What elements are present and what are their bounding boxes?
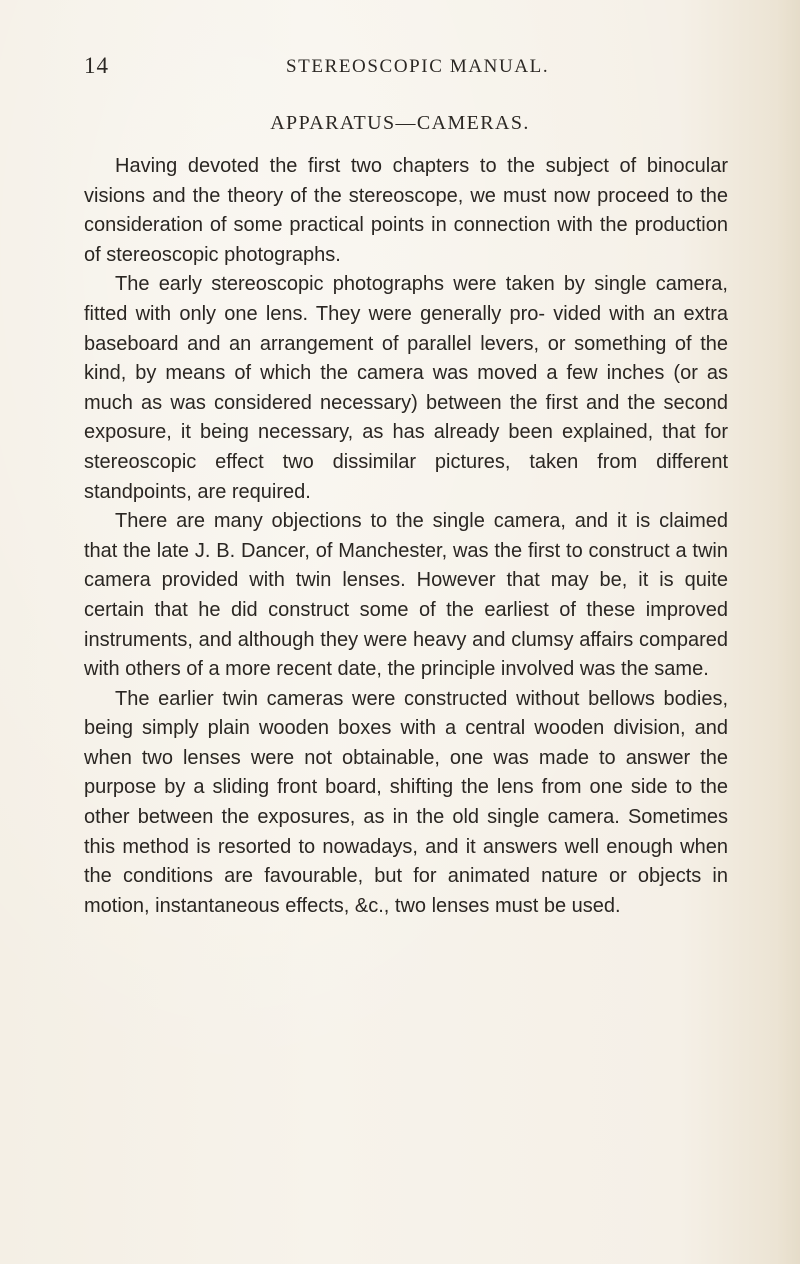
page-number: 14	[84, 53, 109, 78]
body-text	[84, 152, 728, 921]
paragraph: There are many objections to the single camera, and it is claimed that the late J. B. Dancer, of Manchester, was the first to construct a twin camera provided with twin lenses. However that may be, it is quite certain that he did construct some of the earliest of these improved instruments, and although they were heavy and clumsy affairs compared with others of a more recent date, the principle involved was the same.	[84, 510, 728, 681]
paragraph: The earlier twin cameras were constructed without bellows bodies, being simply plain wooden boxes with a central wooden division, and when two lenses were not obtainable, one was made to answer the purpose by a sliding front board, shifting the lens from one side to the other between the exposures, as in the old single camera. Sometimes this method is resorted to nowadays, and it answers well enough when the conditions are favourable, but for animated nature or objects in motion, instantaneous effects, &c., two lenses must be used.	[84, 687, 728, 917]
paragraph: Having devoted the first two chapters to the subject of binocular visions and the theory of the stereoscope, we must now proceed to the consideration of some practical points in connection with the production of stereoscopic photographs.	[84, 155, 728, 266]
paragraph: The early stereoscopic photographs were taken by single camera, fitted with only one lens. They were generally pro- vided with an extra baseboard and an arrangement of parallel levers, or something of the kind, by means of which the camera was moved a few inches (or as much as was considered necessary) between the first and the second exposure, it being necessary, as has already been explained, that for stereoscopic effect two dissimilar pictures, taken from different standpoints, are required.	[84, 273, 728, 503]
chapter-heading: APPARATUS—CAMERAS.	[270, 112, 530, 134]
running-header	[84, 40, 724, 80]
running-title: STEREOSCOPIC MANUAL.	[286, 56, 550, 77]
